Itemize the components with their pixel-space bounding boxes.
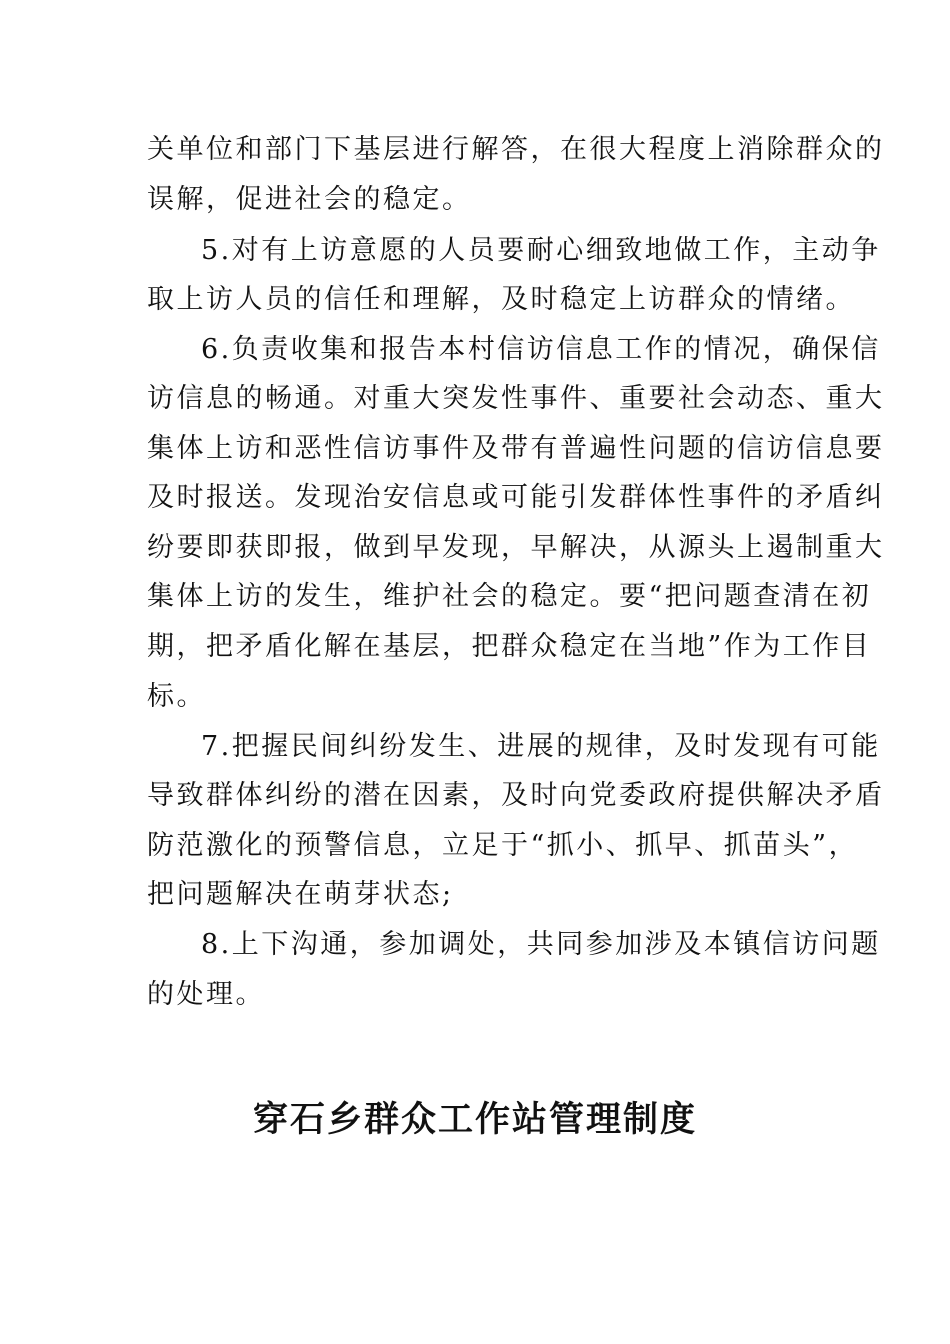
paragraph-line: 取上访人员的信任和理解，及时稳定上访群众的情绪。 <box>147 284 855 315</box>
paragraph-line-item-8: 8.上下沟通，参加调处，共同参加涉及本镇信访问题 <box>201 929 881 960</box>
paragraph-line: 及时报送。发现治安信息或可能引发群体性事件的矛盾纠 <box>147 482 885 513</box>
paragraph-line: 集体上访和恶性信访事件及带有普遍性问题的信访信息要 <box>147 433 885 464</box>
paragraph-line: 期，把矛盾化解在基层，把群众稳定在当地”作为工作目 <box>147 631 872 662</box>
paragraph-line: 的处理。 <box>147 979 265 1010</box>
paragraph-line: 防范激化的预警信息，立足于“抓小、抓早、抓苗头”， <box>147 830 859 861</box>
paragraph-line-item-7: 7.把握民间纠纷发生、进展的规律，及时发现有可能 <box>201 731 881 762</box>
paragraph-line: 访信息的畅通。对重大突发性事件、重要社会动态、重大 <box>147 383 885 414</box>
paragraph-line: 关单位和部门下基层进行解答，在很大程度上消除群众的 <box>147 134 885 165</box>
paragraph-line-item-5: 5.对有上访意愿的人员要耐心细致地做工作，主动争 <box>201 235 881 266</box>
paragraph-line: 把问题解决在萌芽状态; <box>147 879 454 910</box>
paragraph-line: 导致群体纠纷的潜在因素，及时向党委政府提供解决矛盾 <box>147 780 885 811</box>
paragraph-line: 标。 <box>147 681 206 712</box>
paragraph-line: 误解，促进社会的稳定。 <box>147 184 472 215</box>
paragraph-line: 纷要即获即报，做到早发现，早解决，从源头上遏制重大 <box>147 532 885 563</box>
paragraph-line: 集体上访的发生，维护社会的稳定。要“把问题查清在初 <box>147 581 872 612</box>
section-title: 穿石乡群众工作站管理制度 <box>252 1100 697 1140</box>
paragraph-line-item-6: 6.负责收集和报告本村信访信息工作的情况，确保信 <box>201 334 881 365</box>
